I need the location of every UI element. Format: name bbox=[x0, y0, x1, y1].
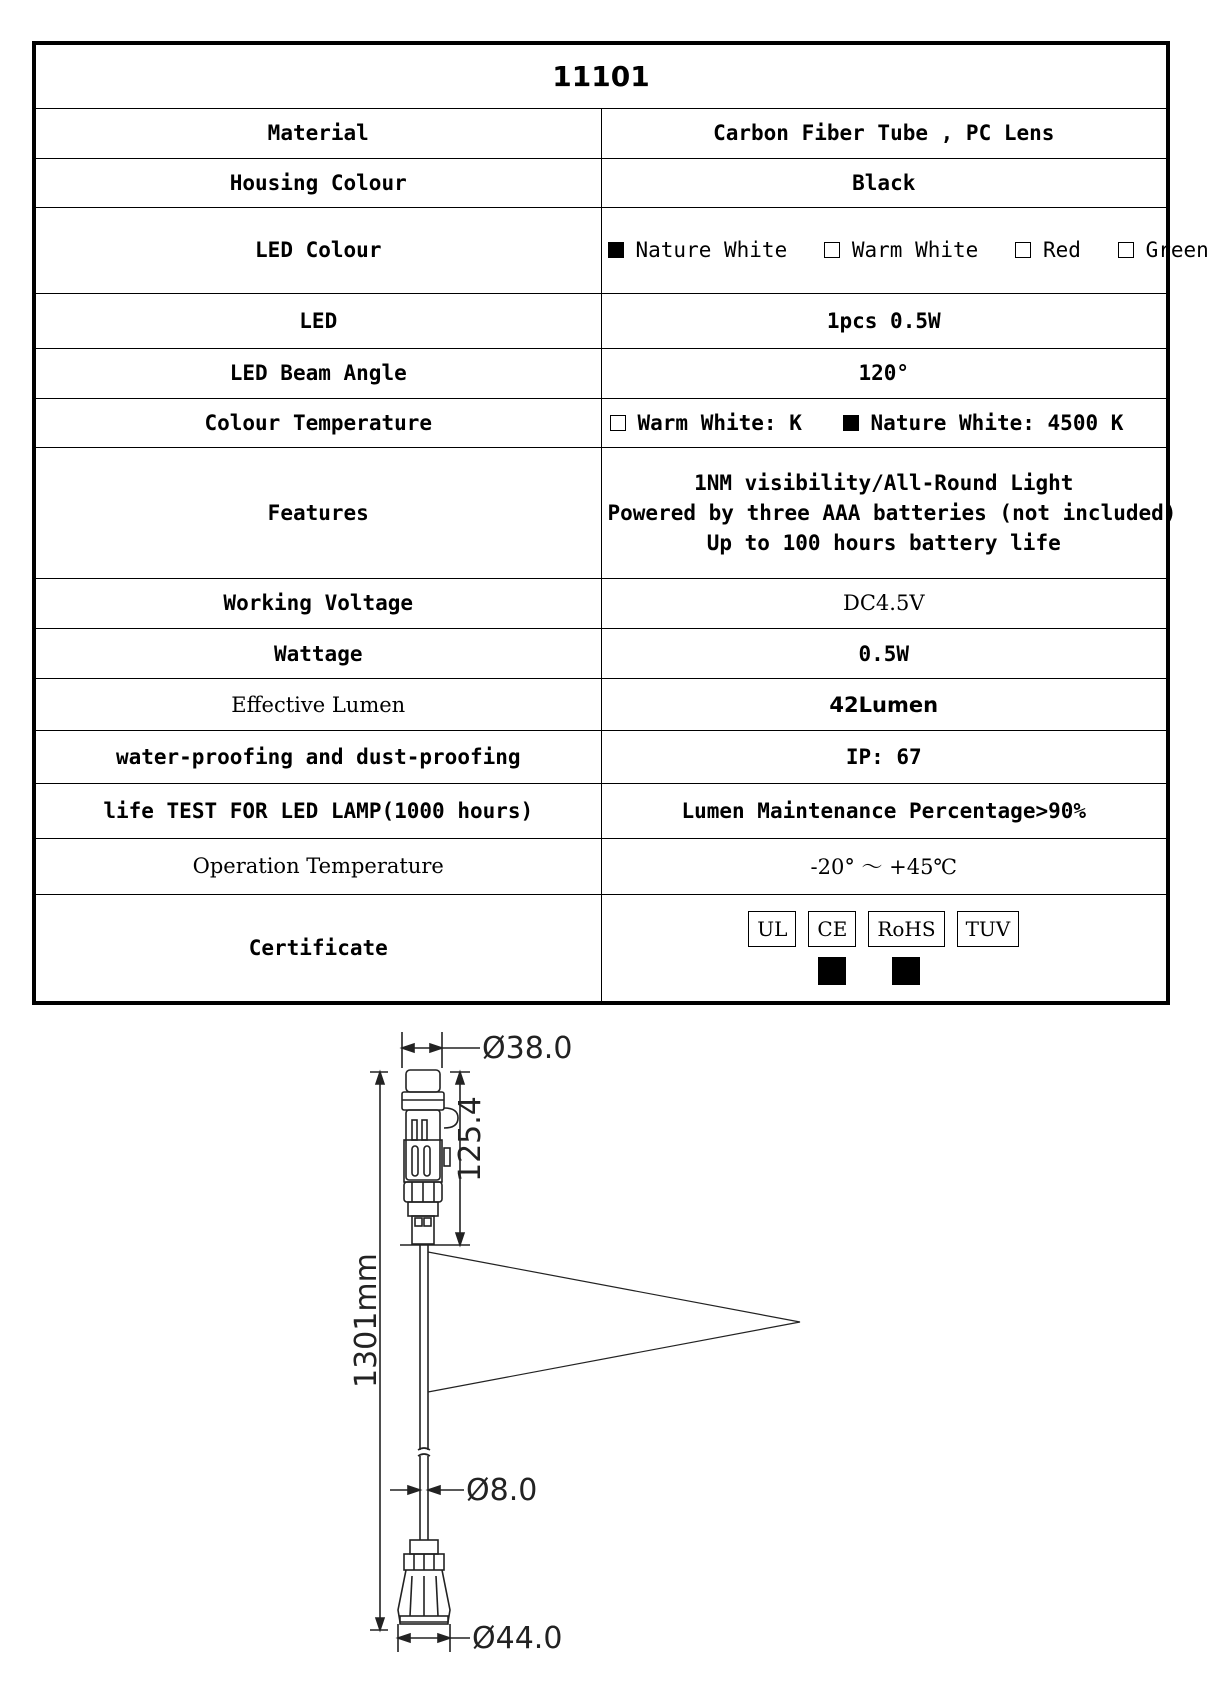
checkbox-icon bbox=[608, 242, 624, 258]
led-value: 1pcs 0.5W bbox=[601, 293, 1167, 349]
certificate-mark-icon bbox=[818, 957, 846, 985]
checkbox-icon bbox=[824, 242, 840, 258]
led-label: LED bbox=[36, 293, 602, 349]
certificate-mark-icon bbox=[892, 957, 920, 985]
checkbox-icon bbox=[843, 415, 859, 431]
model-number: 11101 bbox=[36, 45, 1167, 109]
certificate-badge: RoHS bbox=[868, 911, 944, 947]
checkbox-icon bbox=[610, 415, 626, 431]
checkbox-icon bbox=[1015, 242, 1031, 258]
features-value bbox=[601, 447, 1177, 578]
certificate-label: Certificate bbox=[36, 894, 602, 1001]
colour-temperature-options bbox=[601, 398, 1167, 447]
total-length-label: 1301mm bbox=[349, 1253, 384, 1388]
colour-temperature-label: Colour Temperature bbox=[36, 398, 602, 447]
led-colour-option: Red bbox=[1015, 238, 1081, 262]
led-colour-option: Warm White bbox=[824, 238, 978, 262]
spec-sheet bbox=[32, 41, 1209, 1005]
certificate-badge: TUV bbox=[957, 911, 1020, 947]
dimension-drawing bbox=[340, 1020, 880, 1680]
certificate-item bbox=[957, 911, 1020, 985]
led-colour-options bbox=[601, 207, 1209, 293]
wattage-value: 0.5W bbox=[601, 628, 1167, 678]
working-voltage-value: DC4.5V bbox=[601, 578, 1167, 628]
certificate-mark-icon bbox=[974, 957, 1002, 985]
ip-rating-value: IP: 67 bbox=[601, 730, 1167, 784]
material-label: Material bbox=[36, 109, 602, 158]
led-colour-option: Green bbox=[1118, 238, 1209, 262]
housing-colour-value: Black bbox=[601, 158, 1167, 207]
certificate-value bbox=[601, 894, 1167, 1001]
life-test-value: Lumen Maintenance Percentage>90% bbox=[601, 784, 1167, 839]
certificate-item bbox=[808, 911, 856, 985]
material-value: Carbon Fiber Tube , PC Lens bbox=[601, 109, 1167, 158]
head-height-label: 125.4 bbox=[453, 1096, 488, 1182]
beam-angle-value: 120° bbox=[601, 349, 1167, 398]
led-colour-label: LED Colour bbox=[36, 207, 602, 293]
certificate-mark-icon bbox=[758, 957, 786, 985]
features-label: Features bbox=[36, 447, 602, 578]
checkbox-icon bbox=[1118, 242, 1134, 258]
beam-angle-label: LED Beam Angle bbox=[36, 349, 602, 398]
certificate-item bbox=[748, 911, 796, 985]
effective-lumen-value: 42Lumen bbox=[601, 679, 1167, 730]
operation-temperature-label: Operation Temperature bbox=[36, 838, 602, 894]
led-colour-option: Nature White bbox=[608, 238, 788, 262]
certificate-badge: UL bbox=[748, 911, 796, 947]
life-test-label: life TEST FOR LED LAMP(1000 hours) bbox=[36, 784, 602, 839]
tube-diameter-label: Ø8.0 bbox=[466, 1473, 538, 1508]
working-voltage-label: Working Voltage bbox=[36, 578, 602, 628]
colour-temperature-option: Nature White: 4500 K bbox=[843, 411, 1124, 435]
top-diameter-label: Ø38.0 bbox=[482, 1031, 573, 1066]
certificate-item bbox=[868, 911, 944, 985]
feature-line: Up to 100 hours battery life bbox=[706, 530, 1061, 555]
certificate-list bbox=[608, 911, 1161, 985]
feature-line: Powered by three AAA batteries (not included) bbox=[607, 500, 1177, 525]
wattage-label: Wattage bbox=[36, 628, 602, 678]
spec-table bbox=[35, 44, 1209, 1002]
base-diameter-label: Ø44.0 bbox=[472, 1621, 563, 1656]
ip-rating-label: water-proofing and dust-proofing bbox=[36, 730, 602, 784]
operation-temperature-value: -20° ～ +45℃ bbox=[601, 838, 1167, 894]
feature-line: 1NM visibility/All-Round Light bbox=[694, 470, 1074, 495]
housing-colour-label: Housing Colour bbox=[36, 158, 602, 207]
effective-lumen-label: Effective Lumen bbox=[36, 679, 602, 730]
certificate-badge: CE bbox=[808, 911, 856, 947]
colour-temperature-option: Warm White: K bbox=[610, 411, 802, 435]
